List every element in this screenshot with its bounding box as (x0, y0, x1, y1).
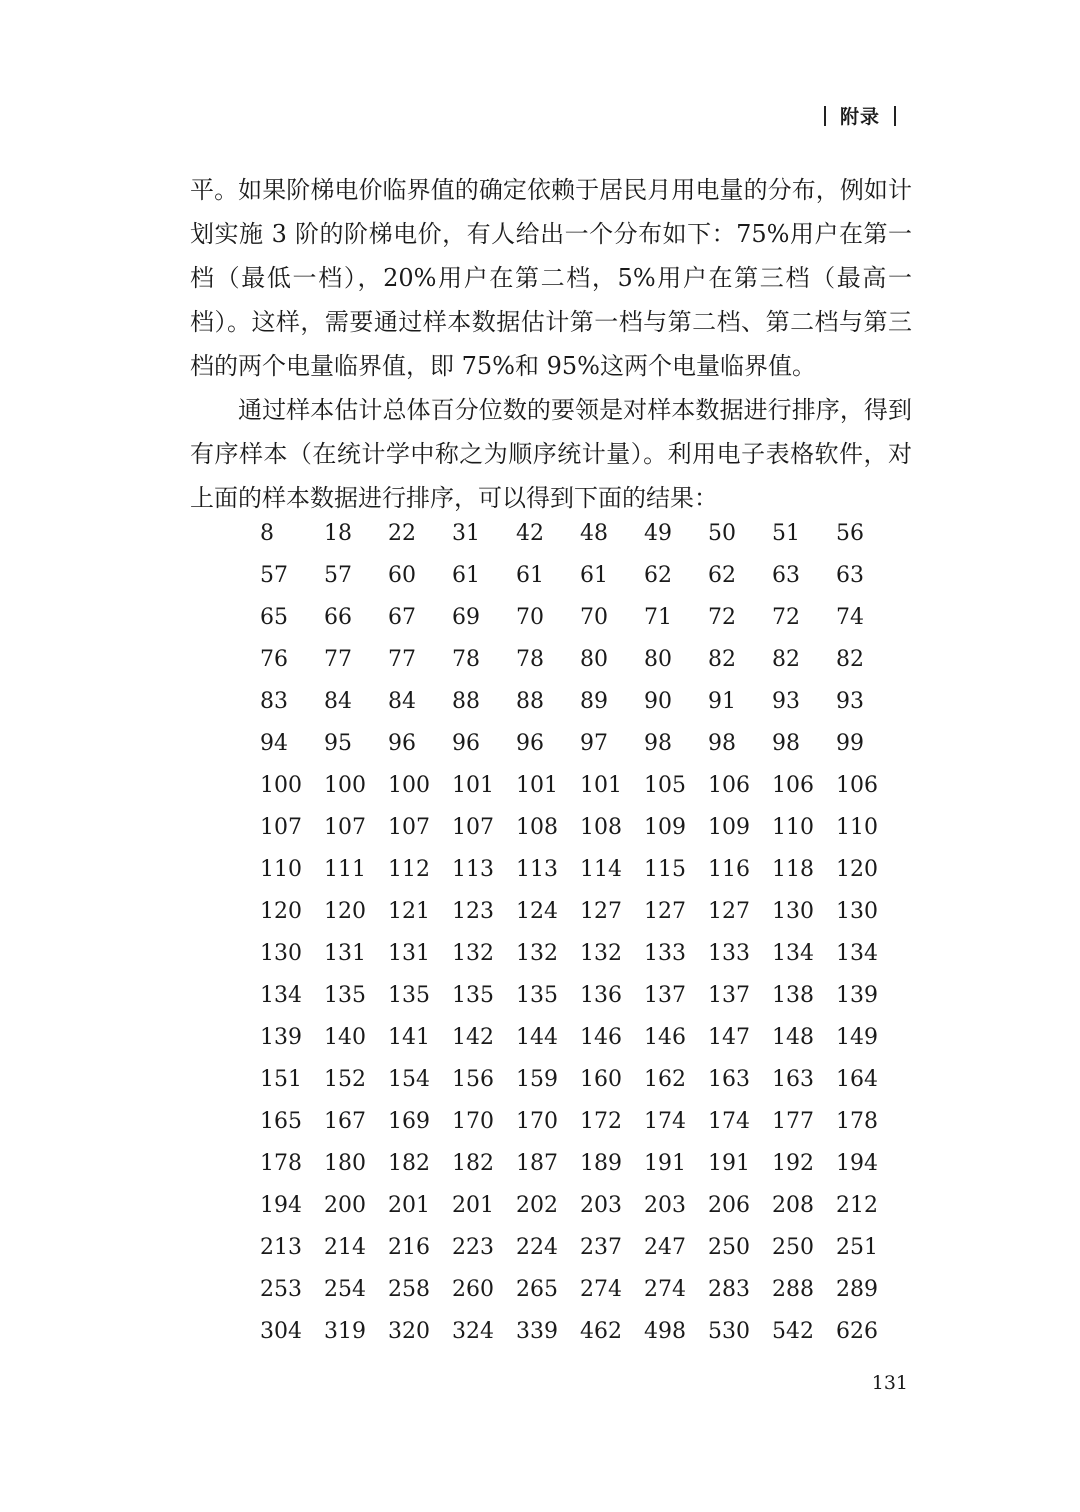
table-cell: 202 (516, 1192, 558, 1218)
table-cell: 123 (452, 898, 494, 924)
table-cell: 250 (708, 1234, 750, 1260)
table-row (260, 1058, 900, 1100)
table-row (260, 764, 900, 806)
table-cell: 108 (580, 814, 622, 840)
table-cell: 163 (708, 1066, 750, 1092)
table-cell: 223 (452, 1234, 494, 1260)
table-cell: 201 (388, 1192, 430, 1218)
table-cell: 170 (516, 1108, 558, 1134)
table-cell: 274 (644, 1276, 686, 1302)
table-cell: 93 (772, 688, 800, 714)
table-cell: 127 (644, 898, 686, 924)
table-cell: 324 (452, 1318, 494, 1344)
table-row (260, 638, 900, 680)
table-cell: 80 (580, 646, 608, 672)
table-cell: 265 (516, 1276, 558, 1302)
running-header (810, 102, 910, 129)
table-cell: 133 (644, 940, 686, 966)
table-cell: 134 (836, 940, 878, 966)
table-cell: 61 (580, 562, 608, 588)
table-cell: 110 (772, 814, 814, 840)
table-cell: 167 (324, 1108, 366, 1134)
table-cell: 67 (388, 604, 416, 630)
table-cell: 178 (836, 1108, 878, 1134)
table-cell: 50 (708, 520, 736, 546)
table-cell: 100 (260, 772, 302, 798)
table-cell: 156 (452, 1066, 494, 1092)
table-cell: 135 (452, 982, 494, 1008)
table-cell: 304 (260, 1318, 302, 1344)
table-cell: 169 (388, 1108, 430, 1134)
table-cell: 216 (388, 1234, 430, 1260)
table-cell: 149 (836, 1024, 878, 1050)
table-cell: 137 (644, 982, 686, 1008)
table-row (260, 1310, 900, 1352)
table-cell: 105 (644, 772, 686, 798)
table-cell: 111 (324, 856, 366, 882)
table-cell: 139 (836, 982, 878, 1008)
table-cell: 247 (644, 1234, 686, 1260)
table-cell: 96 (516, 730, 544, 756)
table-cell: 258 (388, 1276, 430, 1302)
table-cell: 71 (644, 604, 672, 630)
table-cell: 182 (388, 1150, 430, 1176)
table-cell: 62 (644, 562, 672, 588)
table-cell: 191 (644, 1150, 686, 1176)
table-cell: 165 (260, 1108, 302, 1134)
table-cell: 89 (580, 688, 608, 714)
table-cell: 18 (324, 520, 352, 546)
table-cell: 114 (580, 856, 622, 882)
header-right-rule (894, 106, 896, 126)
table-cell: 90 (644, 688, 672, 714)
table-cell: 120 (836, 856, 878, 882)
table-cell: 63 (772, 562, 800, 588)
table-cell: 131 (324, 940, 366, 966)
table-cell: 101 (516, 772, 558, 798)
table-cell: 80 (644, 646, 672, 672)
table-cell: 164 (836, 1066, 878, 1092)
table-cell: 212 (836, 1192, 878, 1218)
table-cell: 201 (452, 1192, 494, 1218)
table-cell: 49 (644, 520, 672, 546)
table-cell: 319 (324, 1318, 366, 1344)
table-cell: 283 (708, 1276, 750, 1302)
table-cell: 94 (260, 730, 288, 756)
table-cell: 127 (580, 898, 622, 924)
table-cell: 174 (708, 1108, 750, 1134)
table-cell: 178 (260, 1150, 302, 1176)
table-cell: 98 (708, 730, 736, 756)
table-cell: 72 (708, 604, 736, 630)
table-cell: 137 (708, 982, 750, 1008)
table-row (260, 1016, 900, 1058)
table-cell: 172 (580, 1108, 622, 1134)
table-row (260, 806, 900, 848)
table-cell: 194 (260, 1192, 302, 1218)
table-cell: 130 (260, 940, 302, 966)
table-cell: 127 (708, 898, 750, 924)
table-cell: 88 (452, 688, 480, 714)
table-cell: 101 (580, 772, 622, 798)
table-row (260, 1226, 900, 1268)
table-cell: 88 (516, 688, 544, 714)
table-cell: 91 (708, 688, 736, 714)
table-row (260, 554, 900, 596)
table-row (260, 848, 900, 890)
table-cell: 116 (708, 856, 750, 882)
table-cell: 51 (772, 520, 800, 546)
table-cell: 22 (388, 520, 416, 546)
table-cell: 112 (388, 856, 430, 882)
table-cell: 136 (580, 982, 622, 1008)
table-cell: 82 (708, 646, 736, 672)
table-cell: 98 (644, 730, 672, 756)
table-cell: 194 (836, 1150, 878, 1176)
table-cell: 130 (772, 898, 814, 924)
page-number: 131 (871, 1372, 908, 1394)
header-title: 附录 (839, 106, 880, 128)
table-cell: 70 (580, 604, 608, 630)
table-cell: 133 (708, 940, 750, 966)
table-cell: 62 (708, 562, 736, 588)
table-row (260, 512, 900, 554)
table-cell: 146 (644, 1024, 686, 1050)
table-cell: 66 (324, 604, 352, 630)
table-cell: 61 (516, 562, 544, 588)
table-cell: 160 (580, 1066, 622, 1092)
table-cell: 8 (260, 520, 274, 546)
table-cell: 93 (836, 688, 864, 714)
table-cell: 203 (644, 1192, 686, 1218)
table-cell: 132 (452, 940, 494, 966)
table-cell: 180 (324, 1150, 366, 1176)
table-cell: 187 (516, 1150, 558, 1176)
table-cell: 142 (452, 1024, 494, 1050)
table-cell: 84 (388, 688, 416, 714)
table-cell: 177 (772, 1108, 814, 1134)
table-cell: 121 (388, 898, 430, 924)
table-cell: 626 (836, 1318, 878, 1344)
table-row (260, 974, 900, 1016)
table-cell: 206 (708, 1192, 750, 1218)
table-cell: 140 (324, 1024, 366, 1050)
table-cell: 100 (324, 772, 366, 798)
table-cell: 274 (580, 1276, 622, 1302)
table-cell: 134 (772, 940, 814, 966)
header-left-rule (824, 106, 826, 126)
table-cell: 253 (260, 1276, 302, 1302)
table-cell: 113 (452, 856, 494, 882)
table-cell: 213 (260, 1234, 302, 1260)
table-cell: 120 (324, 898, 366, 924)
table-row (260, 1100, 900, 1142)
table-cell: 120 (260, 898, 302, 924)
table-cell: 95 (324, 730, 352, 756)
table-cell: 214 (324, 1234, 366, 1260)
table-cell: 118 (772, 856, 814, 882)
table-cell: 60 (388, 562, 416, 588)
table-cell: 200 (324, 1192, 366, 1218)
table-cell: 163 (772, 1066, 814, 1092)
table-row (260, 1268, 900, 1310)
table-cell: 320 (388, 1318, 430, 1344)
table-cell: 462 (580, 1318, 622, 1344)
table-cell: 48 (580, 520, 608, 546)
paragraph-continuation: 平。如果阶梯电价临界值的确定依赖于居民月用电量的分布，例如计划实施 3 阶的阶梯电价，有人给出一个分布如下：75%用户在第一档（最低一档），20%用户在第二档，5%用户在第三档（最高一档）。这样，需要通过样本数据估计第一档与第二档、第二档与第三档的两个电量临界值，即 75%和 95%这两个电量临界值。 (190, 176, 912, 380)
table-cell: 70 (516, 604, 544, 630)
table-cell: 107 (452, 814, 494, 840)
table-cell: 152 (324, 1066, 366, 1092)
table-cell: 72 (772, 604, 800, 630)
table-cell: 97 (580, 730, 608, 756)
table-cell: 141 (388, 1024, 430, 1050)
table-row (260, 890, 900, 932)
table-cell: 174 (644, 1108, 686, 1134)
table-cell: 498 (644, 1318, 686, 1344)
table-cell: 42 (516, 520, 544, 546)
table-cell: 99 (836, 730, 864, 756)
body-text (190, 168, 912, 520)
table-cell: 74 (836, 604, 864, 630)
table-cell: 139 (260, 1024, 302, 1050)
table-cell: 154 (388, 1066, 430, 1092)
table-cell: 106 (836, 772, 878, 798)
table-cell: 82 (772, 646, 800, 672)
table-cell: 82 (836, 646, 864, 672)
table-row (260, 1142, 900, 1184)
table-cell: 78 (452, 646, 480, 672)
table-cell: 96 (388, 730, 416, 756)
table-cell: 146 (580, 1024, 622, 1050)
table-cell: 106 (772, 772, 814, 798)
table-cell: 78 (516, 646, 544, 672)
table-cell: 250 (772, 1234, 814, 1260)
table-cell: 76 (260, 646, 288, 672)
table-cell: 148 (772, 1024, 814, 1050)
table-cell: 530 (708, 1318, 750, 1344)
table-cell: 115 (644, 856, 686, 882)
table-cell: 159 (516, 1066, 558, 1092)
table-cell: 69 (452, 604, 480, 630)
table-cell: 208 (772, 1192, 814, 1218)
table-cell: 84 (324, 688, 352, 714)
table-cell: 113 (516, 856, 558, 882)
table-cell: 131 (388, 940, 430, 966)
table-row (260, 722, 900, 764)
table-cell: 77 (388, 646, 416, 672)
table-cell: 31 (452, 520, 480, 546)
table-cell: 151 (260, 1066, 302, 1092)
table-cell: 108 (516, 814, 558, 840)
table-cell: 107 (260, 814, 302, 840)
table-cell: 65 (260, 604, 288, 630)
table-cell: 203 (580, 1192, 622, 1218)
table-cell: 135 (324, 982, 366, 1008)
table-cell: 251 (836, 1234, 878, 1260)
table-cell: 109 (708, 814, 750, 840)
table-cell: 138 (772, 982, 814, 1008)
table-cell: 96 (452, 730, 480, 756)
table-cell: 106 (708, 772, 750, 798)
table-cell: 101 (452, 772, 494, 798)
table-row (260, 680, 900, 722)
table-row (260, 596, 900, 638)
table-cell: 130 (836, 898, 878, 924)
table-cell: 542 (772, 1318, 814, 1344)
paragraph-sorting: 通过样本估计总体百分位数的要领是对样本数据进行排序，得到有序样本（在统计学中称之为顺序统计量）。利用电子表格软件，对上面的样本数据进行排序，可以得到下面的结果： (190, 396, 912, 512)
table-cell: 135 (516, 982, 558, 1008)
table-cell: 288 (772, 1276, 814, 1302)
table-cell: 110 (836, 814, 878, 840)
table-cell: 224 (516, 1234, 558, 1260)
table-cell: 339 (516, 1318, 558, 1344)
table-cell: 57 (324, 562, 352, 588)
table-cell: 56 (836, 520, 864, 546)
table-cell: 107 (388, 814, 430, 840)
table-cell: 124 (516, 898, 558, 924)
table-row (260, 1184, 900, 1226)
table-cell: 254 (324, 1276, 366, 1302)
table-cell: 147 (708, 1024, 750, 1050)
table-cell: 109 (644, 814, 686, 840)
table-cell: 100 (388, 772, 430, 798)
table-cell: 132 (516, 940, 558, 966)
table-cell: 162 (644, 1066, 686, 1092)
table-cell: 192 (772, 1150, 814, 1176)
sorted-data-table (260, 512, 900, 1352)
table-cell: 110 (260, 856, 302, 882)
table-cell: 289 (836, 1276, 878, 1302)
table-cell: 63 (836, 562, 864, 588)
table-cell: 61 (452, 562, 480, 588)
table-cell: 260 (452, 1276, 494, 1302)
table-cell: 144 (516, 1024, 558, 1050)
table-cell: 98 (772, 730, 800, 756)
table-cell: 57 (260, 562, 288, 588)
table-cell: 132 (580, 940, 622, 966)
table-cell: 170 (452, 1108, 494, 1134)
table-cell: 83 (260, 688, 288, 714)
table-cell: 77 (324, 646, 352, 672)
table-cell: 107 (324, 814, 366, 840)
table-cell: 134 (260, 982, 302, 1008)
table-row (260, 932, 900, 974)
table-cell: 237 (580, 1234, 622, 1260)
table-cell: 182 (452, 1150, 494, 1176)
table-cell: 191 (708, 1150, 750, 1176)
table-cell: 189 (580, 1150, 622, 1176)
table-cell: 135 (388, 982, 430, 1008)
